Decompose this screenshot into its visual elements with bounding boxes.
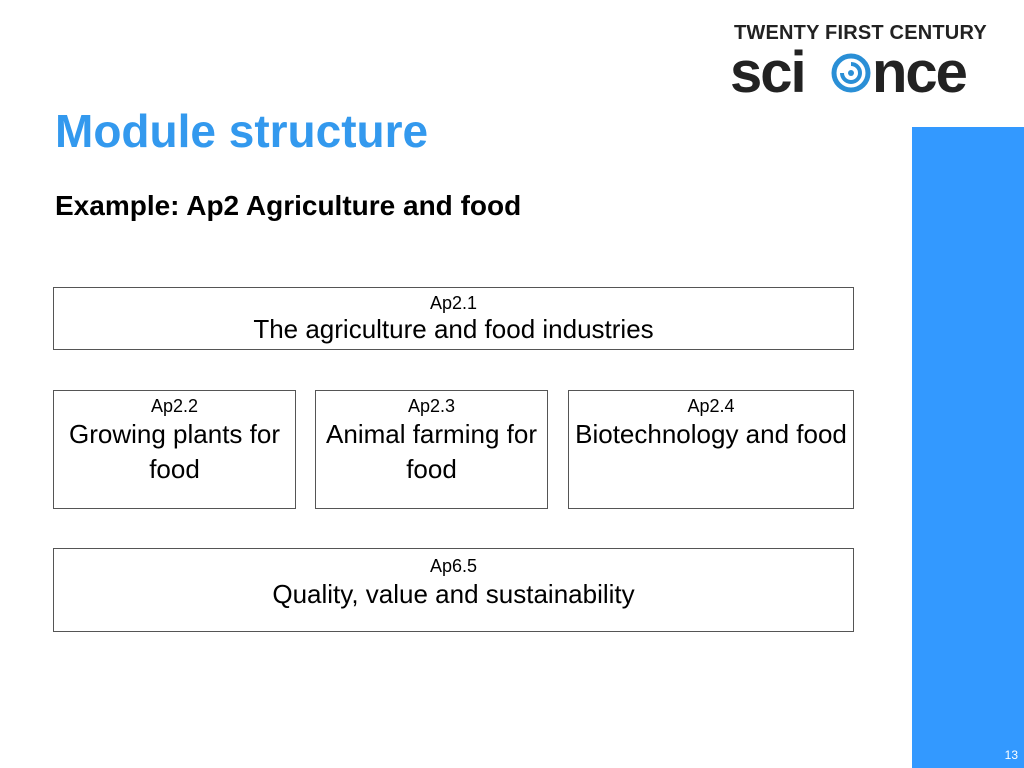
- module-code: Ap2.3: [407, 396, 456, 416]
- module-box-ap2-3: [315, 390, 548, 509]
- slide-subtitle: Example: Ap2 Agriculture and food: [55, 190, 522, 221]
- module-title: Quality, value and sustainability: [272, 579, 635, 609]
- logo-top-line: TWENTY FIRST CENTURY: [734, 22, 987, 44]
- module-code: Ap2.4: [687, 396, 735, 416]
- module-title: Biotechnology and food: [575, 419, 847, 449]
- module-title: The agriculture and food industries: [253, 314, 654, 344]
- module-code: Ap2.2: [150, 396, 199, 416]
- slide-title: Module structure: [55, 105, 429, 157]
- module-box-ap2-4: [568, 390, 854, 509]
- module-box-ap6-5: [53, 548, 854, 632]
- module-box-ap2-1: [53, 287, 854, 350]
- slide-number: 13: [1004, 748, 1018, 762]
- module-code: Ap6.5: [429, 556, 478, 576]
- twenty-first-century-science-logo: [730, 22, 995, 98]
- svg-text:sci: sci: [730, 46, 805, 98]
- module-title: Growing plants for food: [69, 419, 280, 484]
- svg-text:nce: nce: [872, 46, 966, 98]
- swirl-icon: [834, 56, 868, 90]
- logo-science-wordmark: [730, 46, 995, 98]
- module-box-ap2-2: [53, 390, 296, 509]
- module-code: Ap2.1: [429, 293, 478, 313]
- side-accent-bar: [912, 127, 1024, 768]
- module-title: Animal farming for food: [326, 419, 537, 484]
